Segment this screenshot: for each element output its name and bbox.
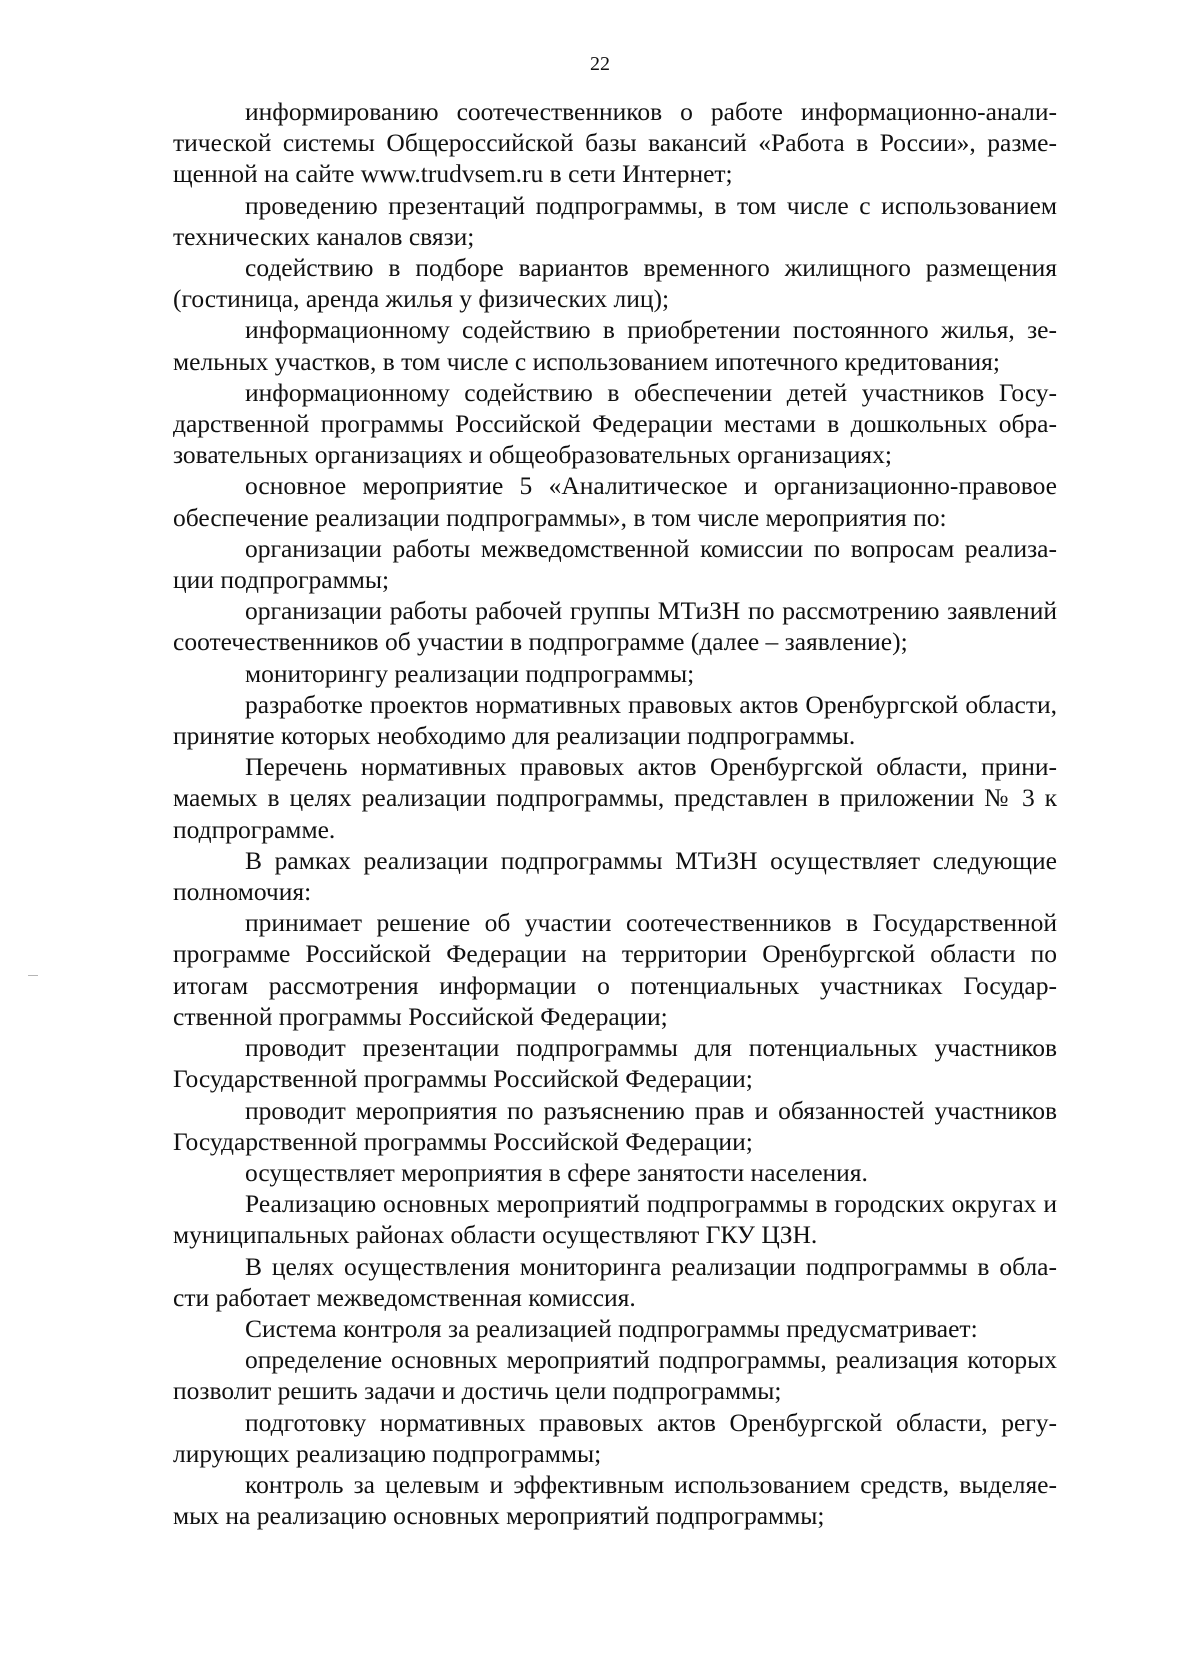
paragraph: В рамках реализации подпрограммы МТиЗН осуществляет следующие полномочия:	[173, 845, 1057, 907]
paragraph: В целях осуществления мониторинга реализации подпрограммы в области работает межведомственная комиссия.	[173, 1251, 1057, 1312]
document-body	[173, 96, 1057, 1531]
paragraph: организации работы рабочей группы МТиЗН по рассмотрению заявлений соотечественников об участии в подпрограмме (далее – заявление);	[173, 596, 1057, 657]
paragraph: осуществляет мероприятия в сфере занятости населения.	[245, 1157, 868, 1187]
paragraph: проведению презентаций подпрограммы, в том числе с использованием технических каналов связи;	[173, 190, 1057, 251]
paragraph: Система контроля за реализацией подпрограммы предусматривает:	[245, 1313, 978, 1343]
paragraph: содействию в подборе вариантов временного жилищного размещения (гостиница, аренда жилья у физических лиц);	[173, 253, 1057, 314]
paragraph: разработке проектов нормативных правовых актов Оренбургской области, принятие которых необходимо для реализации подпрограммы.	[173, 689, 1057, 751]
paragraph: Реализацию основных мероприятий подпрограммы в городских округах и муниципальных районах области осуществляют ГКУ ЦЗН.	[173, 1189, 1057, 1250]
paragraph: подготовку нормативных правовых актов Оренбургской области, регулирующих реализацию подпрограммы;	[173, 1407, 1057, 1468]
paragraph: основное мероприятие 5 «Аналитическое и организационно-правовое обеспечение реализации подпрограммы», в том числе мероприятия по:	[173, 471, 1057, 532]
page-number: 22	[590, 53, 610, 75]
paragraph: определение основных мероприятий подпрограммы, реализация которых позволит решить задачи и достичь цели подпрограммы;	[173, 1345, 1057, 1406]
paragraph: мониторингу реализации подпрограммы;	[245, 658, 695, 688]
paragraph: принимает решение об участии соотечественников в Государственной программе Российской Федерации на территории Оренбургской области по итогам рассмотрения информации о потенциальных участниках Государственной программы Российской Федерации;	[173, 908, 1057, 1031]
paragraph: проводит мероприятия по разъяснению прав и обязанностей участников Государственной программы Российской Федерации;	[173, 1095, 1057, 1156]
paragraph: контроль за целевым и эффективным использованием средств, выделяемых на реализацию основных мероприятий подпрограммы;	[173, 1469, 1057, 1531]
paragraph: Перечень нормативных правовых актов Оренбургской области, принимаемых в целях реализации подпрограммы, представлен в приложении № 3 к подпрограмме.	[173, 752, 1057, 844]
paragraph: информированию соотечественников о работе информационно-аналитической системы Общероссийской базы вакансий «Работа в России», размещенной на сайте www.trudvsem.ru в сети Интернет;	[173, 97, 1057, 189]
scan-artifact-mark	[28, 975, 38, 976]
paragraph: проводит презентации подпрограммы для потенциальных участников Государственной программы Российской Федерации;	[173, 1033, 1057, 1094]
paragraph: организации работы межведомственной комиссии по вопросам реализации подпрограммы;	[173, 533, 1057, 595]
paragraph: информационному содействию в приобретении постоянного жилья, земельных участков, в том числе с использованием ипотечного кредитования;	[173, 315, 1057, 376]
paragraph: информационному содействию в обеспечении детей участников Государственной программы Российской Федерации местами в дошкольных образовательных организациях и общеобразовательных организациях;	[173, 377, 1057, 470]
